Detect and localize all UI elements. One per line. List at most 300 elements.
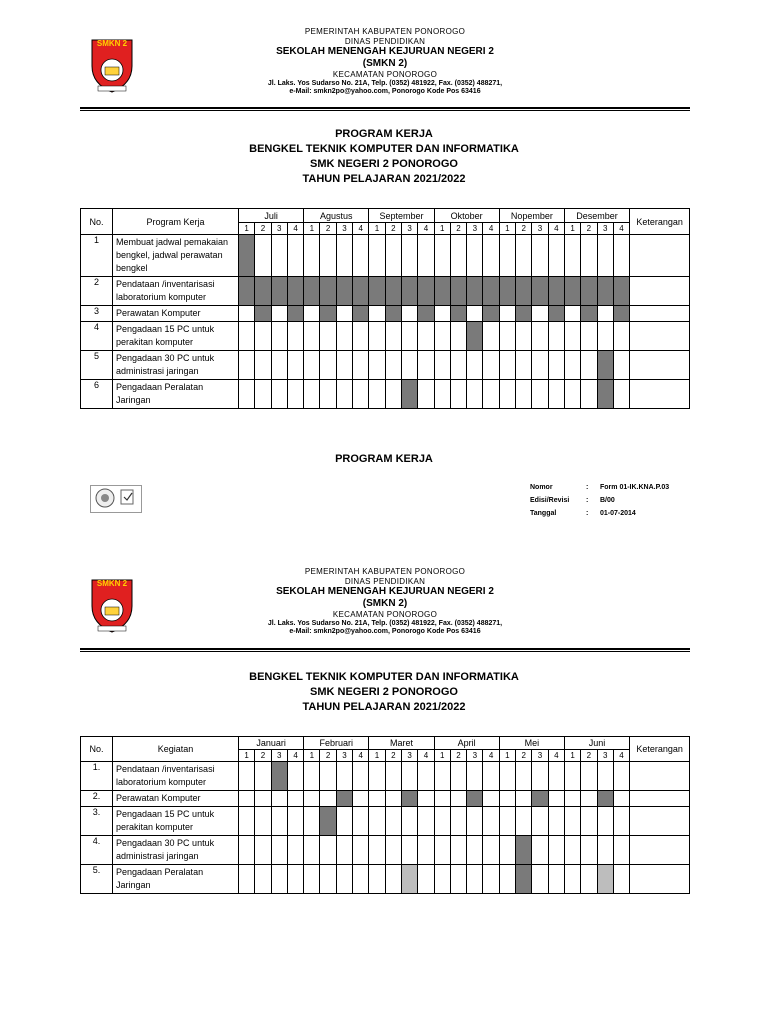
activity-text: Membuat jadwal pemakaian bengkel, jadwal perawatan bengkel bbox=[113, 235, 239, 277]
letterhead-district: KECAMATAN PONOROGO bbox=[332, 610, 438, 620]
week-header: 4 bbox=[483, 750, 499, 762]
schedule-cell bbox=[597, 235, 613, 277]
week-header: 1 bbox=[369, 223, 385, 235]
form-colon: : bbox=[586, 510, 589, 517]
letterhead-government: PEMERINTAH KABUPATEN PONOROGO bbox=[304, 27, 466, 36]
week-header: 2 bbox=[385, 750, 401, 762]
schedule-cell bbox=[304, 791, 320, 807]
schedule-cell-filled bbox=[597, 277, 613, 306]
schedule-cell-filled bbox=[467, 322, 483, 351]
schedule-cell bbox=[271, 865, 287, 894]
letterhead-government: PEMERINTAH KABUPATEN PONOROGO bbox=[304, 567, 466, 576]
schedule-cell bbox=[287, 351, 303, 380]
week-header: 2 bbox=[450, 750, 466, 762]
schedule-cell bbox=[304, 380, 320, 409]
schedule-cell bbox=[287, 762, 303, 791]
schedule-cell bbox=[548, 351, 564, 380]
schedule-cell bbox=[336, 762, 352, 791]
letterhead-school-short: (SMKN 2) bbox=[362, 58, 408, 70]
schedule-cell bbox=[516, 762, 532, 791]
schedule-cell bbox=[597, 807, 613, 836]
schedule-cell bbox=[320, 235, 336, 277]
schedule-cell-filled bbox=[353, 277, 369, 306]
notes-cell bbox=[630, 791, 690, 807]
schedule-cell bbox=[450, 322, 466, 351]
week-header: 1 bbox=[304, 223, 320, 235]
schedule-cell-filled bbox=[401, 791, 417, 807]
week-header: 1 bbox=[304, 750, 320, 762]
schedule-cell bbox=[304, 865, 320, 894]
schedule-cell bbox=[255, 351, 271, 380]
schedule-cell bbox=[581, 791, 597, 807]
row-number: 5 bbox=[81, 351, 113, 380]
schedule-cell bbox=[467, 351, 483, 380]
schedule-cell bbox=[385, 322, 401, 351]
activity-text: Pengadaan 30 PC untuk administrasi jaringan bbox=[113, 836, 239, 865]
schedule-cell bbox=[239, 865, 255, 894]
schedule-cell bbox=[450, 762, 466, 791]
schedule-cell bbox=[401, 807, 417, 836]
week-header: 1 bbox=[239, 750, 255, 762]
schedule-cell bbox=[418, 807, 434, 836]
row-number: 1. bbox=[81, 762, 113, 791]
schedule-cell-filled bbox=[369, 277, 385, 306]
schedule-cell bbox=[613, 807, 629, 836]
letterhead bbox=[250, 567, 520, 637]
week-header: 3 bbox=[336, 223, 352, 235]
header-month: Oktober bbox=[434, 209, 499, 223]
schedule-cell bbox=[434, 762, 450, 791]
schedule-cell-filled bbox=[516, 277, 532, 306]
table-row bbox=[81, 807, 690, 836]
schedule-cell-filled bbox=[483, 306, 499, 322]
schedule-cell-filled bbox=[271, 277, 287, 306]
schedule-cell bbox=[450, 865, 466, 894]
notes-cell bbox=[630, 322, 690, 351]
notes-cell bbox=[630, 865, 690, 894]
schedule-cell bbox=[450, 351, 466, 380]
schedule-cell bbox=[434, 235, 450, 277]
school-logo bbox=[88, 576, 136, 634]
schedule-cell bbox=[385, 836, 401, 865]
header-no: No. bbox=[81, 209, 113, 235]
schedule-cell bbox=[304, 306, 320, 322]
schedule-cell-filled bbox=[239, 235, 255, 277]
schedule-cell bbox=[239, 351, 255, 380]
schedule-cell-filled bbox=[597, 380, 613, 409]
schedule-cell bbox=[516, 235, 532, 277]
schedule-cell bbox=[255, 380, 271, 409]
certification-logo bbox=[90, 485, 142, 513]
schedule-cell bbox=[516, 351, 532, 380]
week-header: 3 bbox=[271, 750, 287, 762]
schedule-cell bbox=[483, 235, 499, 277]
schedule-cell bbox=[499, 807, 515, 836]
schedule-cell-filled bbox=[320, 277, 336, 306]
schedule-cell bbox=[418, 351, 434, 380]
schedule-cell bbox=[353, 865, 369, 894]
schedule-cell bbox=[597, 762, 613, 791]
schedule-cell bbox=[255, 865, 271, 894]
schedule-cell bbox=[434, 380, 450, 409]
schedule-cell-filled bbox=[548, 306, 564, 322]
logo-text: SMKN 2 bbox=[96, 39, 128, 48]
schedule-cell bbox=[353, 351, 369, 380]
form-colon: : bbox=[586, 497, 589, 504]
schedule-cell bbox=[613, 762, 629, 791]
schedule-cell-filled bbox=[336, 277, 352, 306]
schedule-cell-filled bbox=[401, 380, 417, 409]
header-notes: Keterangan bbox=[630, 737, 690, 762]
schedule-cell bbox=[467, 762, 483, 791]
schedule-cell bbox=[564, 306, 580, 322]
week-header: 3 bbox=[597, 750, 613, 762]
table-row bbox=[81, 380, 690, 409]
schedule-cell bbox=[499, 791, 515, 807]
schedule-cell bbox=[239, 322, 255, 351]
schedule-cell bbox=[564, 322, 580, 351]
schedule-cell bbox=[597, 322, 613, 351]
week-header: 3 bbox=[401, 223, 417, 235]
schedule-cell bbox=[369, 807, 385, 836]
schedule-cell bbox=[483, 351, 499, 380]
schedule-cell bbox=[385, 235, 401, 277]
schedule-cell bbox=[532, 380, 548, 409]
schedule-cell bbox=[434, 865, 450, 894]
schedule-cell bbox=[353, 762, 369, 791]
letterhead-school-short: (SMKN 2) bbox=[362, 598, 408, 610]
section2-title-workshop: BENGKEL TEKNIK KOMPUTER DAN INFORMATIKA bbox=[249, 671, 519, 683]
letterhead-divider bbox=[80, 648, 690, 652]
notes-cell bbox=[630, 306, 690, 322]
schedule-cell bbox=[336, 865, 352, 894]
schedule-cell-filled bbox=[304, 277, 320, 306]
schedule-cell-filled bbox=[564, 277, 580, 306]
schedule-cell bbox=[581, 380, 597, 409]
schedule-cell bbox=[532, 762, 548, 791]
schedule-cell bbox=[353, 807, 369, 836]
schedule-cell bbox=[320, 380, 336, 409]
week-header: 3 bbox=[401, 750, 417, 762]
schedule-cell bbox=[499, 351, 515, 380]
section1-title-workshop: BENGKEL TEKNIK KOMPUTER DAN INFORMATIKA bbox=[249, 143, 519, 155]
schedule-cell bbox=[369, 791, 385, 807]
schedule-cell bbox=[548, 807, 564, 836]
schedule-cell-filled bbox=[516, 306, 532, 322]
schedule-cell bbox=[369, 351, 385, 380]
schedule-cell bbox=[353, 322, 369, 351]
row-number: 4 bbox=[81, 322, 113, 351]
schedule-cell-filled bbox=[532, 791, 548, 807]
schedule-cell bbox=[304, 351, 320, 380]
schedule-cell bbox=[532, 322, 548, 351]
form-value-number: Form 01-IK.KNA.P.03 bbox=[600, 484, 670, 491]
notes-cell bbox=[630, 235, 690, 277]
schedule-cell bbox=[287, 836, 303, 865]
row-number: 2. bbox=[81, 791, 113, 807]
table-row bbox=[81, 235, 690, 277]
schedule-cell bbox=[581, 322, 597, 351]
schedule-cell bbox=[385, 865, 401, 894]
schedule-cell-filled bbox=[336, 791, 352, 807]
schedule-cell-filled bbox=[467, 791, 483, 807]
schedule-cell bbox=[499, 762, 515, 791]
form-info bbox=[530, 481, 669, 520]
schedule-cell bbox=[434, 791, 450, 807]
schedule-cell bbox=[532, 865, 548, 894]
header-notes: Keterangan bbox=[630, 209, 690, 235]
schedule-cell bbox=[369, 380, 385, 409]
schedule-cell bbox=[532, 807, 548, 836]
schedule-cell bbox=[369, 762, 385, 791]
activity-text: Pendataan /inventarisasi laboratorium komputer bbox=[113, 762, 239, 791]
week-header: 2 bbox=[255, 750, 271, 762]
schedule-cell bbox=[564, 235, 580, 277]
header-no: No. bbox=[81, 737, 113, 762]
week-header: 3 bbox=[597, 223, 613, 235]
notes-cell bbox=[630, 351, 690, 380]
schedule-cell-filled bbox=[613, 306, 629, 322]
section2-title-year: TAHUN PELAJARAN 2021/2022 bbox=[302, 701, 466, 713]
schedule-cell-filled bbox=[450, 306, 466, 322]
schedule-cell-filled bbox=[320, 306, 336, 322]
notes-cell bbox=[630, 380, 690, 409]
schedule-cell bbox=[597, 306, 613, 322]
letterhead bbox=[250, 27, 520, 97]
schedule-cell-filled bbox=[499, 277, 515, 306]
school-logo bbox=[88, 36, 136, 94]
week-header: 2 bbox=[385, 223, 401, 235]
form-value-edition: B/00 bbox=[600, 497, 615, 504]
schedule-cell bbox=[499, 865, 515, 894]
week-header: 4 bbox=[483, 223, 499, 235]
schedule-cell bbox=[548, 762, 564, 791]
schedule-cell bbox=[564, 762, 580, 791]
gantt-table-1 bbox=[80, 208, 690, 409]
week-header: 2 bbox=[255, 223, 271, 235]
schedule-cell bbox=[304, 807, 320, 836]
notes-cell bbox=[630, 836, 690, 865]
section1-title-school: SMK NEGERI 2 PONOROGO bbox=[310, 158, 458, 170]
letterhead-address: Jl. Laks. Yos Sudarso No. 21A, Telp. (0352) 481922, Fax. (0352) 488271, bbox=[267, 619, 503, 627]
separator-title: PROGRAM KERJA bbox=[335, 453, 433, 465]
schedule-cell bbox=[434, 807, 450, 836]
header-month: Juni bbox=[564, 737, 629, 750]
schedule-cell bbox=[613, 836, 629, 865]
schedule-cell bbox=[418, 380, 434, 409]
schedule-cell bbox=[287, 322, 303, 351]
schedule-cell bbox=[287, 807, 303, 836]
schedule-cell bbox=[613, 351, 629, 380]
schedule-cell-filled bbox=[581, 277, 597, 306]
schedule-cell bbox=[271, 807, 287, 836]
schedule-cell bbox=[450, 807, 466, 836]
schedule-cell bbox=[483, 791, 499, 807]
schedule-cell-filled bbox=[353, 306, 369, 322]
schedule-cell bbox=[548, 791, 564, 807]
row-number: 6 bbox=[81, 380, 113, 409]
schedule-cell bbox=[353, 235, 369, 277]
week-header: 1 bbox=[434, 750, 450, 762]
schedule-cell bbox=[581, 762, 597, 791]
week-header: 3 bbox=[532, 750, 548, 762]
schedule-cell bbox=[271, 351, 287, 380]
schedule-cell bbox=[467, 306, 483, 322]
schedule-cell bbox=[385, 791, 401, 807]
schedule-cell bbox=[287, 791, 303, 807]
schedule-cell bbox=[255, 762, 271, 791]
schedule-cell bbox=[320, 836, 336, 865]
activity-text: Pendataan /inventarisasi laboratorium komputer bbox=[113, 277, 239, 306]
week-header: 2 bbox=[516, 223, 532, 235]
schedule-cell bbox=[532, 306, 548, 322]
row-number: 5. bbox=[81, 865, 113, 894]
letterhead-divider bbox=[80, 107, 690, 111]
schedule-cell-filled bbox=[613, 277, 629, 306]
week-header: 2 bbox=[581, 223, 597, 235]
schedule-cell bbox=[239, 807, 255, 836]
schedule-cell bbox=[271, 235, 287, 277]
schedule-cell bbox=[483, 380, 499, 409]
week-header: 3 bbox=[336, 750, 352, 762]
schedule-cell-filled bbox=[581, 306, 597, 322]
schedule-cell bbox=[401, 836, 417, 865]
schedule-cell bbox=[483, 322, 499, 351]
schedule-cell bbox=[336, 836, 352, 865]
schedule-cell-filled bbox=[434, 277, 450, 306]
header-month: Desember bbox=[564, 209, 629, 223]
schedule-cell bbox=[401, 306, 417, 322]
schedule-cell bbox=[385, 762, 401, 791]
schedule-cell bbox=[564, 351, 580, 380]
schedule-cell bbox=[336, 380, 352, 409]
schedule-cell-filled bbox=[271, 762, 287, 791]
week-header: 4 bbox=[548, 750, 564, 762]
schedule-cell bbox=[613, 322, 629, 351]
schedule-cell bbox=[548, 380, 564, 409]
week-header: 2 bbox=[320, 750, 336, 762]
schedule-cell bbox=[548, 836, 564, 865]
schedule-cell bbox=[271, 306, 287, 322]
form-colon: : bbox=[586, 484, 589, 491]
week-header: 1 bbox=[499, 750, 515, 762]
week-header: 2 bbox=[516, 750, 532, 762]
schedule-cell bbox=[450, 791, 466, 807]
schedule-cell-filled bbox=[287, 306, 303, 322]
notes-cell bbox=[630, 762, 690, 791]
section1-titles bbox=[0, 127, 768, 187]
schedule-cell bbox=[320, 762, 336, 791]
schedule-cell bbox=[239, 836, 255, 865]
table-row bbox=[81, 762, 690, 791]
week-header: 3 bbox=[467, 223, 483, 235]
schedule-cell bbox=[320, 351, 336, 380]
section2-title-school: SMK NEGERI 2 PONOROGO bbox=[310, 686, 458, 698]
schedule-cell bbox=[369, 836, 385, 865]
week-header: 1 bbox=[564, 750, 580, 762]
schedule-cell bbox=[467, 836, 483, 865]
schedule-cell bbox=[613, 791, 629, 807]
notes-cell bbox=[630, 277, 690, 306]
schedule-cell bbox=[434, 322, 450, 351]
section1-title-year: TAHUN PELAJARAN 2021/2022 bbox=[302, 173, 466, 185]
schedule-cell bbox=[239, 306, 255, 322]
schedule-cell bbox=[564, 807, 580, 836]
schedule-cell-filled bbox=[516, 865, 532, 894]
form-label-date: Tanggal bbox=[530, 510, 557, 517]
gantt-table-2 bbox=[80, 736, 690, 894]
schedule-cell bbox=[353, 791, 369, 807]
schedule-cell bbox=[516, 322, 532, 351]
schedule-cell-filled bbox=[401, 277, 417, 306]
schedule-cell bbox=[516, 807, 532, 836]
schedule-cell bbox=[401, 351, 417, 380]
row-number: 3 bbox=[81, 306, 113, 322]
row-number: 4. bbox=[81, 836, 113, 865]
schedule-cell bbox=[401, 762, 417, 791]
header-activity: Kegiatan bbox=[113, 737, 239, 762]
schedule-cell bbox=[467, 807, 483, 836]
activity-text: Perawatan Komputer bbox=[113, 306, 239, 322]
schedule-cell bbox=[320, 865, 336, 894]
header-month: Nopember bbox=[499, 209, 564, 223]
letterhead-agency: DINAS PENDIDIKAN bbox=[344, 36, 426, 46]
schedule-cell-filled bbox=[255, 306, 271, 322]
schedule-cell bbox=[369, 306, 385, 322]
schedule-cell bbox=[499, 836, 515, 865]
header-month: Juli bbox=[239, 209, 304, 223]
table-row bbox=[81, 351, 690, 380]
header-month: April bbox=[434, 737, 499, 750]
schedule-cell bbox=[255, 836, 271, 865]
row-number: 3. bbox=[81, 807, 113, 836]
schedule-cell bbox=[418, 322, 434, 351]
schedule-cell bbox=[499, 380, 515, 409]
schedule-cell bbox=[483, 807, 499, 836]
schedule-cell bbox=[613, 865, 629, 894]
schedule-cell bbox=[564, 836, 580, 865]
schedule-cell bbox=[287, 380, 303, 409]
schedule-cell-filled bbox=[597, 791, 613, 807]
week-header: 3 bbox=[532, 223, 548, 235]
week-header: 1 bbox=[564, 223, 580, 235]
schedule-cell-filled bbox=[385, 277, 401, 306]
schedule-cell bbox=[239, 791, 255, 807]
schedule-cell bbox=[597, 836, 613, 865]
letterhead-email: e-Mail: smkn2po@yahoo.com, Ponorogo Kode Pos 63416 bbox=[289, 628, 481, 636]
schedule-cell bbox=[385, 380, 401, 409]
schedule-cell bbox=[336, 235, 352, 277]
schedule-cell bbox=[353, 836, 369, 865]
schedule-cell-filled bbox=[239, 277, 255, 306]
schedule-cell bbox=[548, 235, 564, 277]
schedule-cell bbox=[418, 791, 434, 807]
schedule-cell bbox=[467, 380, 483, 409]
schedule-cell bbox=[255, 322, 271, 351]
table-row bbox=[81, 836, 690, 865]
activity-text: Pengadaan 30 PC untuk administrasi jaringan bbox=[113, 351, 239, 380]
table-row bbox=[81, 322, 690, 351]
week-header: 1 bbox=[434, 223, 450, 235]
schedule-cell-filled bbox=[418, 277, 434, 306]
schedule-cell bbox=[320, 322, 336, 351]
schedule-cell bbox=[320, 791, 336, 807]
row-number: 1 bbox=[81, 235, 113, 277]
activity-text: Pengadaan Peralatan Jaringan bbox=[113, 380, 239, 409]
table-row bbox=[81, 306, 690, 322]
schedule-cell bbox=[304, 836, 320, 865]
schedule-cell bbox=[369, 235, 385, 277]
